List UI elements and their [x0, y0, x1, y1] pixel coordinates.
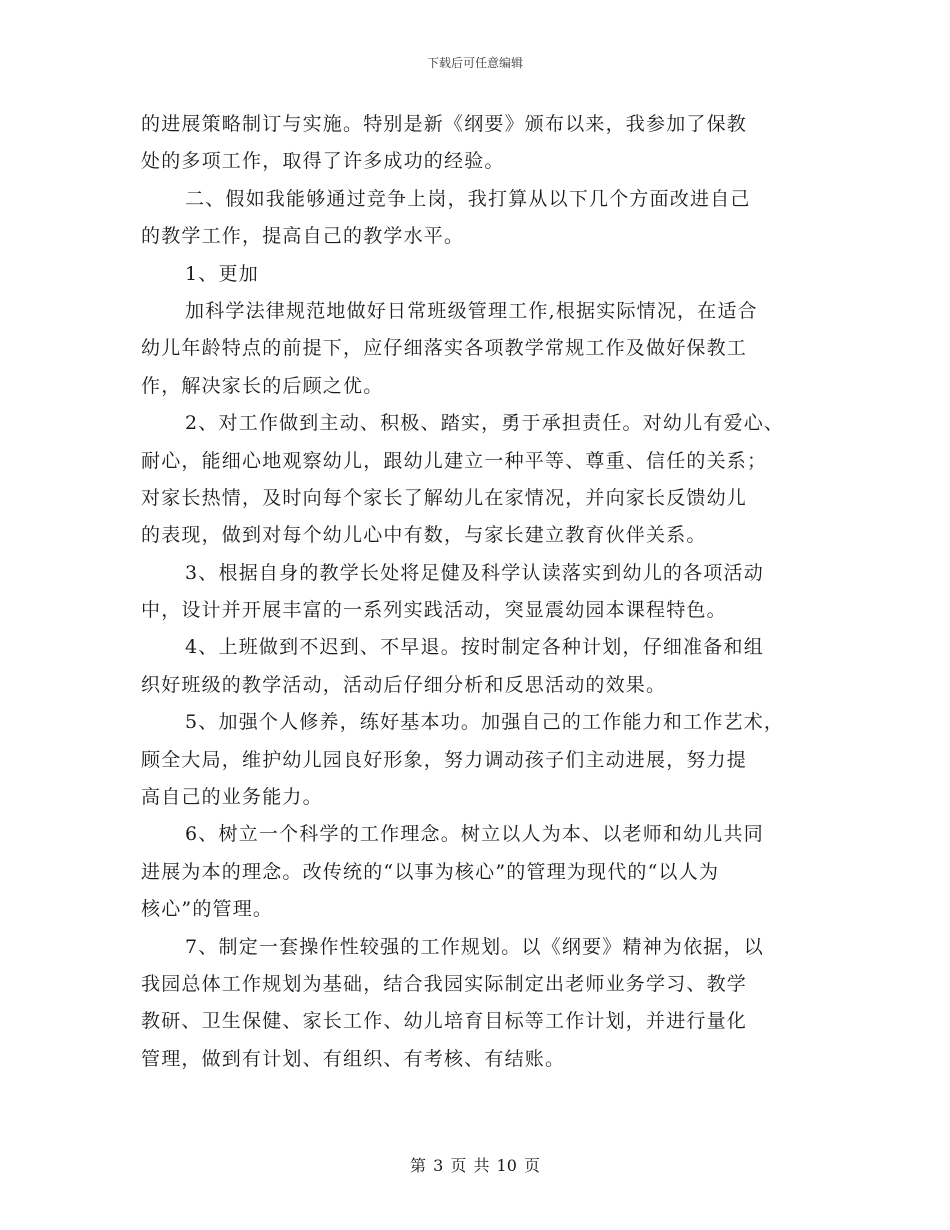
page-number-footer: 第 3 页 共 10 页: [410, 1156, 540, 1175]
text-line: 二、假如我能够通过竞争上岗，我打算从以下几个方面改进自己: [185, 187, 751, 210]
text-line: 管理，做到有计划、有组织、有考核、有结账。: [141, 1047, 566, 1070]
text-line: 教研、卫生保健、家长工作、幼儿培育目标等工作计划，并进行量化: [141, 1010, 748, 1033]
text-line: 顾全大局，维护幼儿园良好形象，努力调动孩子们主动进展，努力提: [141, 748, 748, 771]
text-line: 1、更加: [185, 262, 259, 285]
text-line: 的进展策略制订与实施。特别是新《纲要》颁布以来，我参加了保教: [141, 113, 748, 135]
text-line: 核心”的管理。: [141, 898, 274, 921]
text-line: 耐心，能细心地观察幼儿，跟幼儿建立一种平等、尊重、信任的关系；: [141, 449, 768, 472]
page-header: 下载后可任意编辑: [426, 56, 523, 70]
text-line: 对家长热情，及时向每个家长了解幼儿在家情况，并向家长反馈幼儿: [141, 486, 748, 509]
text-line: 7、制定一套操作性较强的工作规划。以《纲要》精神为依据，以: [185, 935, 764, 958]
text-line: 作，解决家长的后顾之优。: [141, 374, 384, 397]
text-line: 幼儿年龄特点的前提下，应仔细落实各项教学常规工作及做好保教工: [141, 337, 748, 360]
text-line: 进展为本的理念。改传统的“以事为核心”的管理为现代的“以人为: [141, 860, 720, 883]
text-line: 高自己的业务能力。: [141, 786, 323, 809]
text-line: 我园总体工作规划为基础，结合我园实际制定出老师业务学习、教学: [141, 972, 748, 995]
text-line: 4、上班做到不迟到、不早退。按时制定各种计划，仔细准备和组: [185, 636, 764, 659]
text-line: 2、对工作做到主动、积极、踏实，勇于承担责任。对幼儿有爱心、: [185, 412, 785, 435]
text-line: 加科学法律规范地做好日常班级管理工作,根据实际情况，在适合: [185, 299, 758, 322]
text-line: 的教学工作，提高自己的教学水平。: [141, 225, 465, 248]
text-line: 中，设计并开展丰富的一系列实践活动，突显震幼园本课程特色。: [141, 599, 727, 622]
text-line: 5、加强个人修养，练好基本功。加强自己的工作能力和工作艺术，: [185, 711, 785, 734]
text-line: 织好班级的教学活动，活动后仔细分析和反思活动的效果。: [141, 673, 667, 696]
text-line: 3、根据自身的教学长处将足健及科学认读落实到幼儿的各项活动: [185, 561, 764, 584]
text-line: 处的多项工作，取得了许多成功的经验。: [141, 150, 505, 173]
text-line: 的表现，做到对每个幼儿心中有数，与家长建立教育伙伴关系。: [141, 524, 707, 547]
document-body: [141, 106, 831, 1078]
text-line: 6、树立一个科学的工作理念。树立以人为本、以老师和幼儿共同: [185, 823, 764, 846]
